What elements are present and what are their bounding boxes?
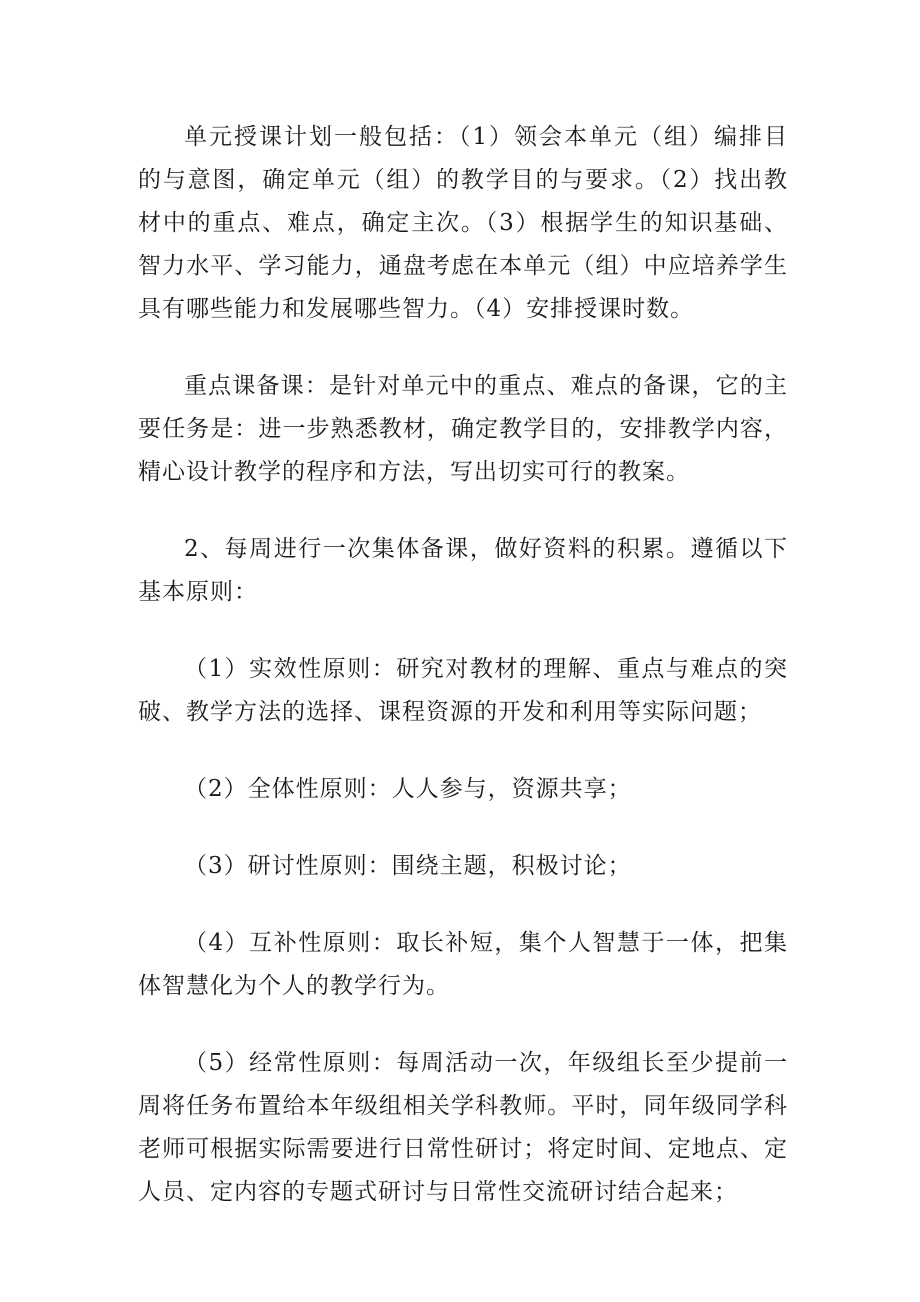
- paragraph-weekly-prep: 2、每周进行一次集体备课，做好资料的积累。遵循以下基本原则：: [138, 536, 788, 605]
- paragraph-key-lesson: 重点课备课：是针对单元中的重点、难点的备课，它的主要任务是：进一步熟悉教材，确定教学目的，安排教学内容，精心设计教学的程序和方法，写出切实可行的教案。: [138, 373, 788, 485]
- paragraph-principle-5: （5）经常性原则：每周活动一次，年级组长至少提前一周将任务布置给本年级组相关学科教师。平时，同年级同学科老师可根据实际需要进行日常性研讨；将定时间、定地点、定人员、定内容的专题式研讨与日常性交流研讨结合起来；: [138, 1050, 788, 1205]
- paragraph-principle-4: （4）互补性原则：取长补短，集个人智慧于一体，把集体智慧化为个人的教学行为。: [138, 930, 788, 999]
- paragraph-principle-1: （1）实效性原则：研究对教材的理解、重点与难点的突破、教学方法的选择、课程资源的开发和利用等实际问题；: [138, 656, 788, 725]
- paragraph-unit-plan: 单元授课计划一般包括：（1）领会本单元（组）编排目的与意图，确定单元（组）的教学目的与要求。（2）找出教材中的重点、难点，确定主次。（3）根据学生的知识基础、智力水平、学习能力，通盘考虑在本单元（组）中应培养学生具有哪些能力和发展哪些智力。（4）安排授课时数。: [138, 124, 788, 322]
- paragraph-principle-3: （3）研讨性原则：围绕主题，积极讨论；: [184, 853, 632, 879]
- paragraph-principle-2: （2）全体性原则：人人参与，资源共享；: [184, 776, 632, 802]
